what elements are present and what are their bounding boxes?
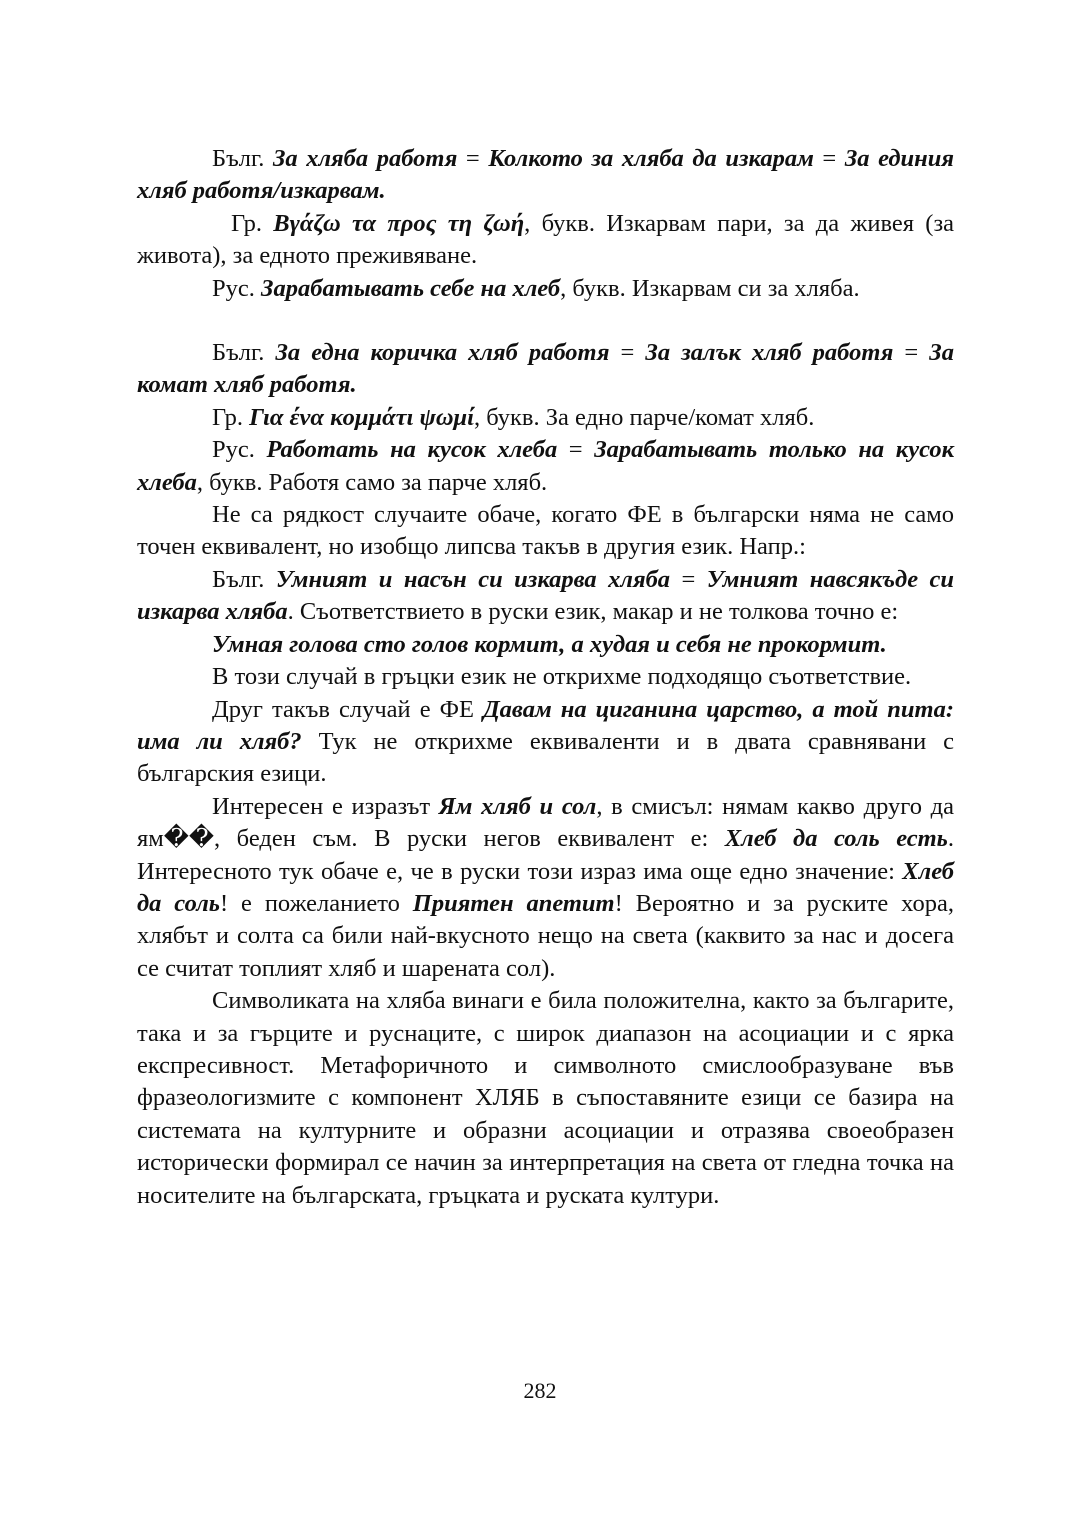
paragraph-gap (137, 305, 954, 337)
paragraph-p8 (137, 564, 954, 629)
phraseme-text: Давам на циганина царство, а той пита: има ли хляб? (137, 695, 954, 755)
phraseme-text: За хляба работя (272, 145, 458, 172)
phraseme-text: Ям хляб и сол (438, 792, 597, 820)
body-text: Не са рядкост случаите обаче, когато ФЕ в български няма не само точен еквивалент, но изобщо липсва такъв в другия език. Напр.: (137, 501, 954, 561)
body-text: Рус. (212, 274, 261, 302)
phraseme-text: Хлеб да соль есть (724, 825, 948, 853)
phraseme-text: За залък хляб работя (645, 339, 894, 367)
paragraph-p7 (137, 499, 954, 564)
body-text: = (813, 145, 845, 172)
paragraph-p4 (137, 337, 954, 402)
body-text: , букв. За едно парче/комат хляб. (474, 403, 815, 431)
paragraph-p9 (137, 629, 954, 661)
body-text: , в смисъл: нямам какво друго да ям��, беден съм. В руски негов еквивалент е: (137, 792, 955, 853)
paragraph-p12 (137, 791, 954, 985)
body-text: Гр. (212, 403, 250, 431)
phraseme-text: Работать на кусок хлеба (266, 436, 558, 464)
paragraph-p11 (137, 694, 954, 791)
body-text: В този случай в гръцки език не открихме подходящо съответствие. (212, 663, 912, 691)
phraseme-text: Βγάζω τα προς τη ζωή (273, 209, 525, 237)
body-text: Гр. (231, 209, 274, 237)
phraseme-text: Зарабатывать только на кусок хлеба (137, 436, 954, 496)
body-text: Символиката на хляба винаги е била положителна, както за българите, така и за гърците и руснаците, с широк диапазон на асоциации и с ярка експресивност. Метафоричното и символното смислообразуване във фразеологизмите с компонент ХЛЯБ в съпоставяните езици се базира на системата на културните и образни асоциации и отразява своеобразен исторически формирал се начин за интерпретация на света от гледна точка на носителите на българската, гръцката и руската култури. (137, 987, 954, 1209)
phraseme-text: Για ένα κομμάτι ψωμί (249, 403, 474, 431)
page-number: 282 (523, 1378, 557, 1403)
body-text: Бълг. (212, 565, 276, 593)
phraseme-text: Умная голова сто голов кормит, а худая и себя не прокормит. (212, 630, 887, 658)
body-text: Бълг. (212, 145, 273, 172)
body-text: Бълг. (212, 339, 276, 367)
paragraph-p3 (137, 273, 954, 305)
phraseme-text: За една коричка хляб работя (275, 339, 610, 367)
body-text: = (670, 565, 707, 593)
page-body (137, 143, 954, 1212)
paragraph-p10 (137, 661, 954, 693)
body-text: = (557, 436, 595, 464)
paragraph-p6 (137, 434, 954, 499)
phraseme-text: Умният и насън си изкарва хляба (275, 565, 671, 593)
paragraph-p1 (137, 143, 954, 208)
phraseme-text: За единия хляб работя/изкарвам. (137, 145, 954, 205)
body-text: = (609, 339, 646, 367)
body-text: Интересен е изразът (212, 792, 439, 820)
body-text: = (893, 339, 930, 367)
body-text: . Съответствието в руски език, макар и не толкова точно е: (287, 598, 899, 626)
body-text: Друг такъв случай е ФЕ (212, 695, 483, 723)
body-text: , букв. Работя само за парче хляб. (196, 468, 548, 496)
paragraph-p13 (137, 985, 954, 1212)
body-text: = (457, 145, 489, 172)
phraseme-text: Хлеб да соль (137, 857, 954, 917)
phraseme-text: Зарабатывать себе на хлеб (261, 274, 561, 302)
phraseme-text: Умният навсякъде си изкарва хляба (137, 565, 955, 626)
body-text: , букв. Изкарвам пари, за да живея (за живота), за едното преживяване. (137, 209, 955, 270)
body-text: ! Вероятно и за руските хора, хлябът и солта са били най-вкусното нещо на света (каквито за нас и досега се считат топлият хляб и шарената сол). (137, 889, 954, 982)
phraseme-text: Приятен апетит (412, 889, 615, 917)
body-text: Рус. (212, 436, 267, 464)
phraseme-text: За комат хляб работя. (137, 339, 954, 399)
phraseme-text: Колкото за хляба да изкарам (488, 145, 814, 172)
body-text: ! е пожеланието (219, 889, 413, 917)
body-text: Тук не открихме еквиваленти и в двата сравнявани с българския езици. (137, 727, 954, 788)
body-text: , букв. Изкарвам си за хляба. (560, 274, 860, 302)
paragraph-p5 (137, 402, 954, 434)
body-text: . Интересното тук обаче е, че в руски този израз има още едно значение: (137, 825, 955, 885)
paragraph-p2 (137, 208, 954, 273)
